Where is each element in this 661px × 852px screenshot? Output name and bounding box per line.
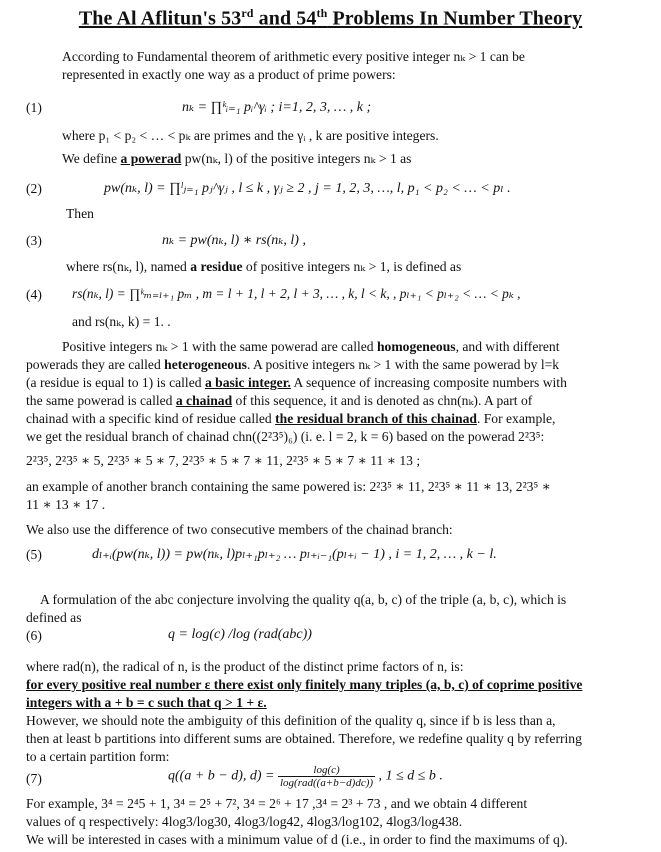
- final-line: We will be interested in cases with a minimum value of d (i.e., in order to find the maximums of q).: [26, 832, 568, 847]
- abc-line-2: defined as: [26, 610, 82, 625]
- para-line-2: powerads they are called heterogeneous. A positive integers nₖ > 1 with the same powerad by l=k: [26, 357, 560, 372]
- eq4-label: (4): [26, 287, 42, 302]
- eq5-formula: dₗ₊ᵢ(pw(nₖ, l)) = pw(nₖ, l)pₗ₊₁pₗ₊₂ … pₗ₊ᵢ₋₁(pₗ₊ᵢ − 1) , i = 1, 2, … , k − l.: [92, 547, 497, 562]
- page-title: The Al Aflitun's 53rd and 54th Problems In Number Theory: [78, 6, 583, 30]
- radical-line: where rad(n), the radical of n, is the product of the distinct prime factors of n, is:: [26, 659, 464, 674]
- where-residue: where rs(nₖ, l), named a residue of positive integers nₖ > 1, is defined as: [66, 259, 462, 274]
- however-line-1: However, we should note the ambiguity of this definition of the quality q, since if b is less than a,: [26, 713, 556, 728]
- where-primes: where p₁ < p₂ < … < pₖ are primes and the γᵢ , k are positive integers.: [62, 128, 439, 143]
- eq7-formula: q((a + b − d), d) = $\frac{\log(c)}{\text{log(rad((a+b−d)dc))}}$ , 1 ≤ d ≤ b .: [168, 764, 443, 789]
- para-line-4: the same powerad is called a chainad of this sequence, it and is denoted as chn(nₖ). A part of: [26, 393, 533, 408]
- residue-term: a residue: [190, 259, 243, 274]
- however-line-2: then at least b partitions into different sums are obtained. Therefore, we redefine quality q by referring: [26, 731, 582, 746]
- difference-intro: We also use the difference of two consecutive members of the chainad branch:: [26, 522, 453, 537]
- eq6-label: (6): [26, 628, 42, 643]
- example-line-1: For example, 3⁴ = 2⁴5 + 1, 3⁴ = 2⁵ + 7², 3⁴ = 2⁶ + 17 ,3⁴ = 2³ + 73 , and we obtain 4 different: [26, 796, 528, 811]
- eq2-formula: pw(nₖ, l) = ∏ˡⱼ₌₁ pⱼ^γⱼ , l ≤ k , γⱼ ≥ 2 , j = 1, 2, 3, …, l, p₁ < p₂ < … < pₗ .: [104, 181, 511, 196]
- eq3-formula: nₖ = pw(nₖ, l) ∗ rs(nₖ, l) ,: [162, 233, 306, 248]
- intro-line-1: According to Fundamental theorem of arithmetic every positive integer nₖ > 1 can be: [62, 49, 525, 64]
- branch-example-1: 2²3⁵, 2²3⁵ ∗ 5, 2²3⁵ ∗ 5 ∗ 7, 2²3⁵ ∗ 5 ∗ 7 ∗ 11, 2²3⁵ ∗ 5 ∗ 7 ∗ 11 ∗ 13 ;: [26, 453, 421, 468]
- abc-line-1: A formulation of the abc conjecture involving the quality q(a, b, c) of the triple (a, b, c), which is: [40, 592, 567, 607]
- example-line-2: values of q respectively: 4log3/log30, 4log3/log42, 4log3/log102, 4log3/log438.: [26, 814, 463, 829]
- intro-line-2: represented in exactly one way as a product of prime powers:: [62, 67, 396, 82]
- however-line-3: to a certain partition form:: [26, 749, 170, 764]
- para-line-1: Positive integers nₖ > 1 with the same powerad are called homogeneous, and with different: [62, 339, 560, 354]
- eq1-label: (1): [26, 100, 42, 115]
- eq2-label: (2): [26, 181, 42, 196]
- another-branch-2: 11 ∗ 13 ∗ 17 .: [26, 497, 106, 512]
- and-rs: and rs(nₖ, k) = 1. .: [72, 314, 171, 329]
- another-branch-1: an example of another branch containing the same powered is: 2²3⁵ ∗ 11, 2²3⁵ ∗ 11 ∗ 13, 2²3⁵ ∗: [26, 479, 551, 494]
- eq5-label: (5): [26, 547, 42, 562]
- eq6-formula: q = log(c) /log (rad(abc)): [168, 627, 312, 642]
- then-text: Then: [66, 206, 94, 221]
- powerad-term: a powerad: [120, 151, 182, 166]
- para-line-6: we get the residual branch of chainad chn((2²3⁵)₆) (i. e. l = 2, k = 6) based on the powerad 2²3⁵:: [26, 429, 545, 444]
- para-line-3: (a residue is equal to 1) is called a basic integer. A sequence of increasing composite numbers with: [26, 375, 567, 390]
- define-powerad: We define a powerad pw(nₖ, l) of the positive integers nₖ > 1 as: [62, 151, 412, 166]
- eq4-formula: rs(nₖ, l) = ∏ᵏₘ₌ₗ₊₁ pₘ , m = l + 1, l + 2, l + 3, … , k, l < k, , pₗ₊₁ < pₗ₊₂ < … < pₖ ,: [72, 286, 521, 301]
- abc-conjecture-line-1: for every positive real number ε there exist only finitely many triples (a, b, c) of coprime positive: [26, 677, 583, 692]
- eq3-label: (3): [26, 233, 42, 248]
- eq1-formula: nₖ = ∏ᵏᵢ₌₁ pᵢ^γᵢ ; i=1, 2, 3, … , k ;: [182, 100, 372, 115]
- abc-conjecture-line-2: integers with a + b = c such that q > 1 + ε.: [26, 695, 267, 710]
- eq7-label: (7): [26, 771, 42, 786]
- para-line-5: chainad with a specific kind of residue called the residual branch of this chainad. For example,: [26, 411, 556, 426]
- eq7-fraction: $\frac{\log(c)}{\text{log(rad((a+b−d)dc))}}$: [280, 764, 374, 789]
